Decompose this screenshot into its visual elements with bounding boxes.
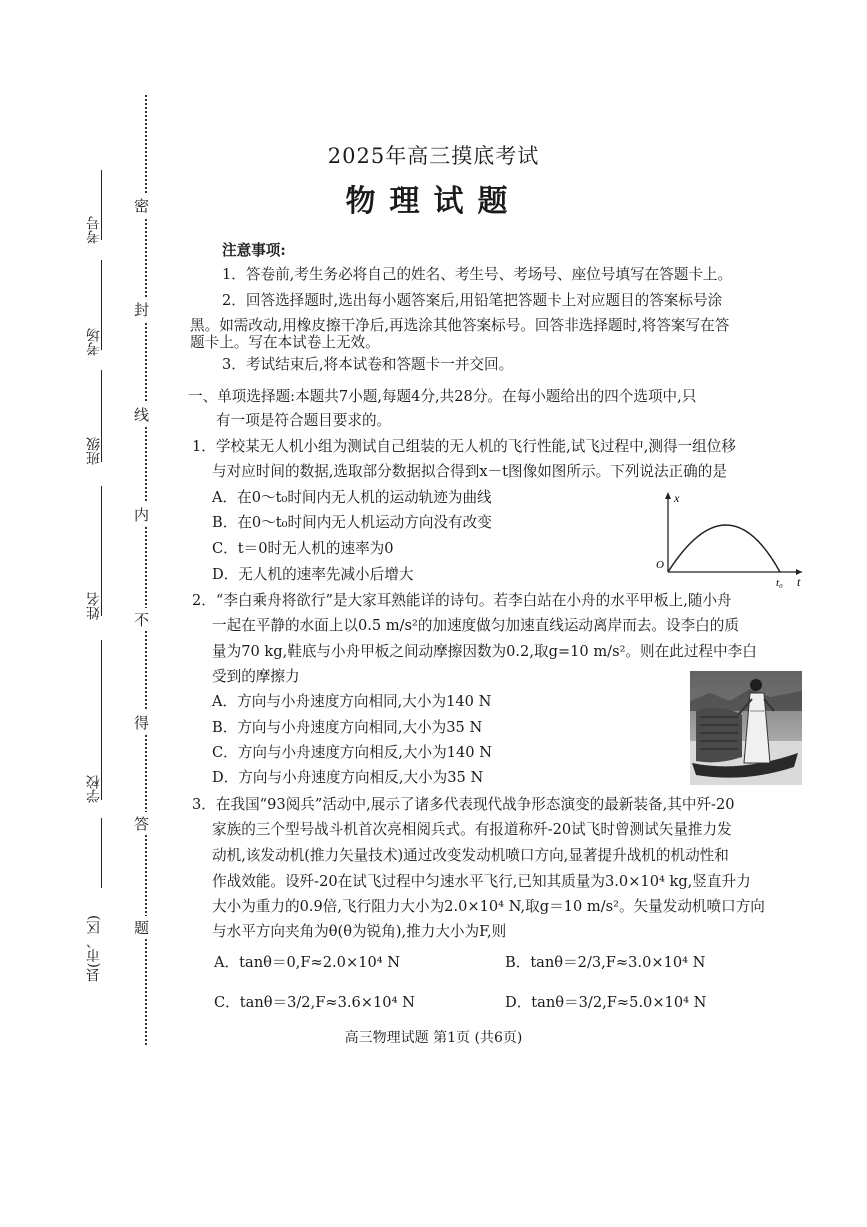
option-c: C．方向与小舟速度方向相反,大小为140 N xyxy=(212,744,492,761)
question-stem: 2．“李白乘舟将欲行”是大家耳熟能详的诗句。若李白站在小舟的水平甲板上,随小舟 xyxy=(192,592,732,609)
field-exam-number-label: 考号 xyxy=(86,216,102,244)
graph-y-label: x xyxy=(674,491,680,505)
field-school-line xyxy=(101,640,102,800)
notice-line: 1．答卷前,考生务必将自己的姓名、考生号、考场号、座位号填写在答题卡上。 xyxy=(222,266,733,283)
notice-heading: 注意事项: xyxy=(222,242,286,259)
x-t-graph xyxy=(652,488,812,588)
seal-char: 题 xyxy=(134,916,149,939)
section-heading: 一、单项选择题:本题共7小题,每题4分,共28分。在每小题给出的四个选项中,只 xyxy=(188,388,697,405)
exam-title: 2025年高三摸底考试 xyxy=(327,144,540,168)
seal-char: 密 xyxy=(134,194,149,217)
notice-line: 3．考试结束后,将本试卷和答题卡一并交回。 xyxy=(222,356,514,373)
question-stem: 一起在平静的水面上以0.5 m/s²的加速度做匀加速直线运动离岸而去。设李白的质 xyxy=(212,617,739,634)
subject-title: 物理试题 xyxy=(345,184,522,219)
seal-char: 线 xyxy=(134,403,149,426)
field-name-line xyxy=(101,486,102,616)
field-class-line xyxy=(101,370,102,462)
seal-char: 不 xyxy=(134,608,149,631)
seal-dotted-line xyxy=(145,95,147,1045)
option-a: A．方向与小舟速度方向相同,大小为140 N xyxy=(212,693,492,710)
notice-line: 2．回答选择题时,选出每小题答案后,用铅笔把答题卡上对应题目的答案标号涂 xyxy=(222,292,723,309)
field-exam-room-label: 考场 xyxy=(86,328,102,356)
question-stem: 作战效能。设歼-20在试飞过程中匀速水平飞行,已知其质量为3.0×10⁴ kg,竖直升力 xyxy=(212,873,751,890)
field-name-label: 姓名 xyxy=(86,592,102,620)
notice-line: 黑。如需改动,用橡皮擦干净后,再选涂其他答案标号。回答非选择题时,将答案写在答 xyxy=(190,317,730,334)
question-stem: 受到的摩擦力 xyxy=(212,668,300,685)
option-a: A．在0～t₀时间内无人机的运动轨迹为曲线 xyxy=(212,489,492,506)
question-stem: 家族的三个型号战斗机首次亮相阅兵式。有报道称歼-20试飞时曾测试矢量推力发 xyxy=(212,821,732,838)
option-c: C．tanθ＝3/2,F≈3.6×10⁴ N xyxy=(214,994,415,1011)
option-d: D．无人机的速率先减小后增大 xyxy=(212,566,414,583)
field-school-label: 学校 xyxy=(86,775,102,803)
field-exam-room-line xyxy=(101,260,102,350)
field-county-line xyxy=(101,818,102,888)
graph-origin-label: O xyxy=(656,559,664,571)
question-stem: 大小为重力的0.9倍,飞行阻力大小为2.0×10⁴ N,取g＝10 m/s²。矢量发动机喷口方向 xyxy=(212,898,765,915)
seal-char: 封 xyxy=(134,298,149,321)
option-a: A．tanθ＝0,F≈2.0×10⁴ N xyxy=(214,954,401,971)
seal-char: 答 xyxy=(134,812,149,835)
seal-char: 内 xyxy=(134,503,149,526)
question-stem: 与水平方向夹角为θ(θ为锐角),推力大小为F,则 xyxy=(212,923,507,940)
section-heading-cont: 有一项是符合题目要求的。 xyxy=(216,412,392,429)
question-stem: 量为70 kg,鞋底与小舟甲板之间动摩擦因数为0.2,取g=10 m/s²。则在此过程中李白 xyxy=(212,643,757,660)
question-stem: 3．在我国“93阅兵”活动中,展示了诸多代表现代战争形态演变的最新装备,其中歼-20 xyxy=(192,796,735,813)
notice-line: 题卡上。写在本试卷上无效。 xyxy=(190,334,380,351)
graph-x-label: t xyxy=(797,575,801,588)
option-c: C．t＝0时无人机的速率为0 xyxy=(212,540,394,557)
option-d: D．tanθ＝3/2,F≈5.0×10⁴ N xyxy=(505,994,707,1011)
seal-char: 得 xyxy=(134,711,149,734)
option-b: B．在0～t₀时间内无人机运动方向没有改变 xyxy=(212,514,492,531)
question-stem: 与对应时间的数据,选取部分数据拟合得到x－t图像如图所示。下列说法正确的是 xyxy=(212,463,727,480)
field-class-label: 班级 xyxy=(86,437,102,465)
page-footer: 高三物理试题 第1页 (共6页) xyxy=(344,1030,523,1046)
li-bai-boat-illustration xyxy=(690,671,802,785)
question-stem: 动机,该发动机(推力矢量技术)通过改变发动机喷口方向,显著提升战机的机动性和 xyxy=(212,847,729,864)
graph-t0-label: t₀ xyxy=(776,577,783,588)
field-county-label: 县(市、区) xyxy=(86,915,102,982)
question-stem: 1．学校某无人机小组为测试自己组装的无人机的飞行性能,试飞过程中,测得一组位移 xyxy=(192,438,736,455)
option-d: D．方向与小舟速度方向相反,大小为35 N xyxy=(212,769,484,786)
option-b: B．tanθ＝2/3,F≈3.0×10⁴ N xyxy=(505,954,706,971)
option-b: B．方向与小舟速度方向相同,大小为35 N xyxy=(212,719,483,736)
